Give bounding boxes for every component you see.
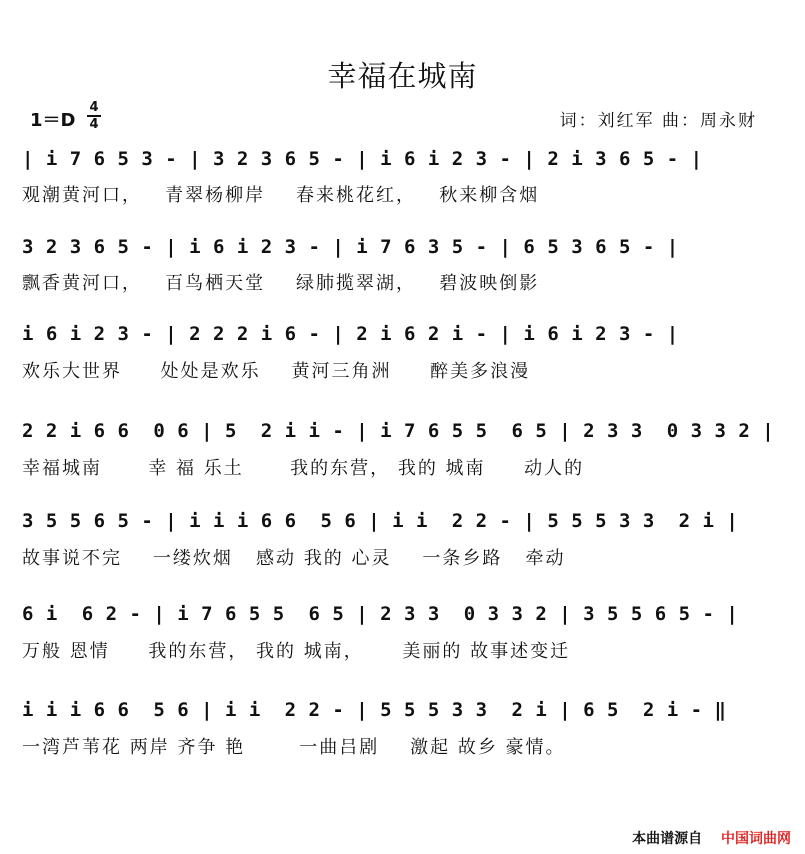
- lyric-row-7: 一湾芦苇花 两岸 齐争 艳 一曲吕剧 激起 故乡 豪情。: [22, 737, 566, 758]
- lyric-row-5: 故事说不完 一缕炊烟 感动 我的 心灵 一条乡路 牵动: [22, 548, 566, 569]
- notation-row-1: | i 7 6 5 3 - | 3 2 3 6 5 - | i 6 i 2 3 - | 2 i 3 6 5 - |: [22, 148, 703, 170]
- song-title: 幸福在城南: [327, 59, 478, 93]
- time-signature-top: 4: [89, 100, 99, 115]
- time-signature: [86, 100, 102, 132]
- source-footer: [632, 828, 791, 848]
- lyric-row-1: 观潮黄河口， 青翠杨柳岸 春来桃花红， 秋来柳含烟: [22, 185, 540, 206]
- lyric-row-2: 飘香黄河口， 百鸟栖天堂 绿肺揽翠湖， 碧波映倒影: [22, 273, 540, 294]
- notation-row-7: i i i 6 6 5 6 | i i 2 2 - | 5 5 5 3 3 2 i | 6 5 2 i - ‖: [22, 699, 727, 721]
- source-label: 本曲谱源自: [632, 831, 703, 847]
- notation-row-4: 2 2 i 6 6 0 6 | 5 2 i i - | i 7 6 5 5 6 5 | 2 3 3 0 3 3 2 |: [22, 420, 775, 442]
- notation-row-5: 3 5 5 6 5 - | i i i 6 6 5 6 | i i 2 2 - | 5 5 5 3 3 2 i |: [22, 510, 739, 532]
- notation-row-6: 6 i 6 2 - | i 7 6 5 5 6 5 | 2 3 3 0 3 3 2 | 3 5 5 6 5 - |: [22, 603, 739, 625]
- lyric-row-3: 欢乐大世界 处处是欢乐 黄河三角洲 醉美多浪漫: [22, 361, 531, 382]
- notation-row-2: 3 2 3 6 5 - | i 6 i 2 3 - | i 7 6 3 5 - | 6 5 3 6 5 - |: [22, 236, 679, 258]
- key-signature: 1＝D: [30, 110, 76, 131]
- time-signature-bottom: 4: [89, 117, 99, 132]
- lyric-row-4: 幸福城南 幸 福 乐土 我的东营， 我的 城南 动人的: [22, 458, 585, 479]
- credits: 词：刘红军 曲：周永财: [559, 111, 757, 131]
- source-link[interactable]: 中国词曲网: [721, 831, 791, 847]
- lyric-row-6: 万般 恩情 我的东营， 我的 城南， 美丽的 故事述变迁: [22, 641, 571, 662]
- notation-row-3: i 6 i 2 3 - | 2 2 2 i 6 - | 2 i 6 2 i - | i 6 i 2 3 - |: [22, 323, 679, 345]
